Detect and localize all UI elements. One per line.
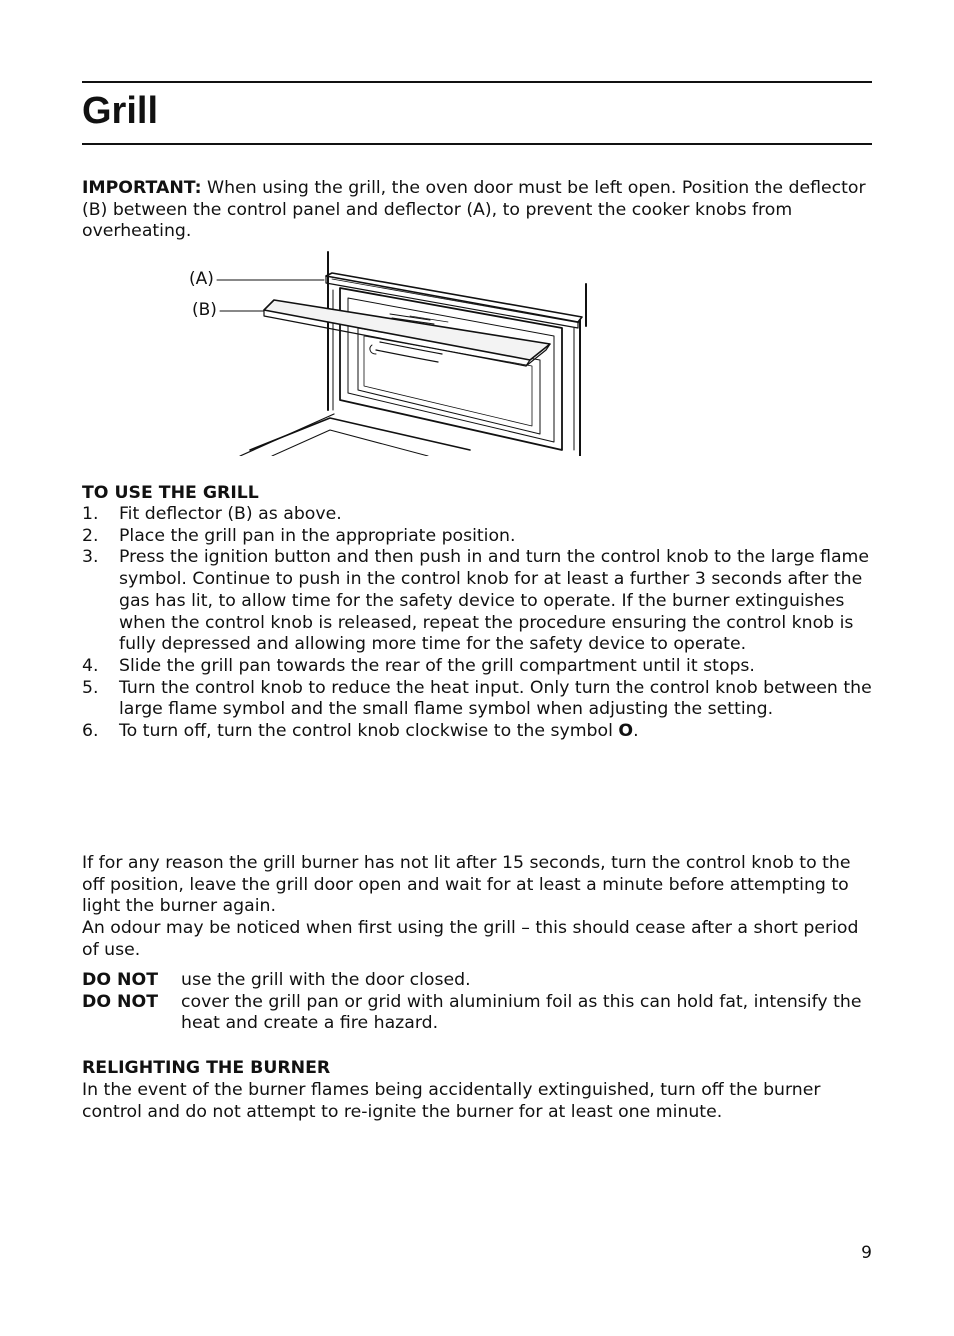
step-number: 6.	[82, 721, 99, 742]
step-number: 5.	[82, 677, 99, 698]
label-a: (A)	[189, 269, 214, 289]
deflector-diagram	[180, 250, 620, 456]
step-6-end: .	[633, 721, 639, 742]
odour-note: An odour may be noticed when first using the grill – this should cease after a short period of use.	[82, 918, 859, 960]
warning-label: DO NOT	[82, 970, 158, 990]
warning-row	[82, 970, 874, 992]
cooker-illustration	[180, 250, 620, 456]
warning-row	[82, 992, 874, 1035]
step-2	[82, 526, 874, 548]
step-5	[82, 678, 874, 721]
step-text: Slide the grill pan towards the rear of the grill compartment until it stops.	[119, 655, 755, 676]
warnings-list	[82, 970, 874, 1035]
top-rule	[82, 81, 872, 83]
not-lit-note: If for any reason the grill burner has not lit after 15 seconds, turn the control knob to the off position, leave the grill door open and wait for at least a minute before attempting to light the burner again.	[82, 853, 851, 917]
step-number: 2.	[82, 525, 99, 546]
label-b: (B)	[192, 300, 217, 320]
step-text: Turn the control knob to reduce the heat input. Only turn the control knob between the large flame symbol and the small flame symbol when adjusting the setting.	[119, 677, 872, 720]
title-underline	[82, 143, 872, 145]
relight-text: In the event of the burner flames being accidentally extinguished, turn off the burner control and do not attempt to re-ignite the burner for at least one minute.	[82, 1080, 821, 1122]
important-note	[82, 178, 874, 243]
step-6-text: To turn off, turn the control knob clockwise to the symbol	[119, 721, 619, 742]
warning-text: cover the grill pan or grid with aluminium foil as this can hold fat, intensify the heat and create a fire hazard.	[181, 991, 862, 1034]
off-symbol: O	[618, 721, 634, 742]
step-text	[119, 721, 874, 743]
step-text: Place the grill pan in the appropriate position.	[119, 525, 516, 546]
relight-heading: RELIGHTING THE BURNER	[82, 1058, 331, 1078]
step-text: Fit deflector (B) as above.	[119, 504, 342, 524]
step-number: 4.	[82, 655, 99, 676]
important-label: IMPORTANT:	[82, 178, 202, 198]
page-title: Grill	[82, 90, 159, 132]
step-text: Press the ignition button and then push in and turn the control knob to the large flame symbol. Continue to push in the control knob for at least a further 3 seconds after the gas has lit, to allow time for the safety device to operate. If the burner extinguishes when the control knob is released, repeat the procedure ensuring the control knob is fully depressed and allowing more time for the safety device to operate.	[119, 547, 870, 655]
page-number: 9	[861, 1243, 872, 1263]
important-text: When using the grill, the oven door must be left open. Position the deflector (B) between the control panel and deflector (A), to prevent the cooker knobs from overheating.	[82, 178, 866, 242]
step-6	[82, 721, 874, 743]
step-1	[82, 504, 874, 526]
warning-text: use the grill with the door closed.	[181, 970, 471, 990]
step-number: 3.	[82, 547, 99, 568]
step-4	[82, 656, 874, 678]
step-3	[82, 547, 874, 656]
warning-label: DO NOT	[82, 991, 158, 1012]
step-number: 1.	[82, 504, 99, 524]
instruction-steps	[82, 504, 874, 743]
use-grill-heading: TO USE THE GRILL	[82, 483, 259, 503]
